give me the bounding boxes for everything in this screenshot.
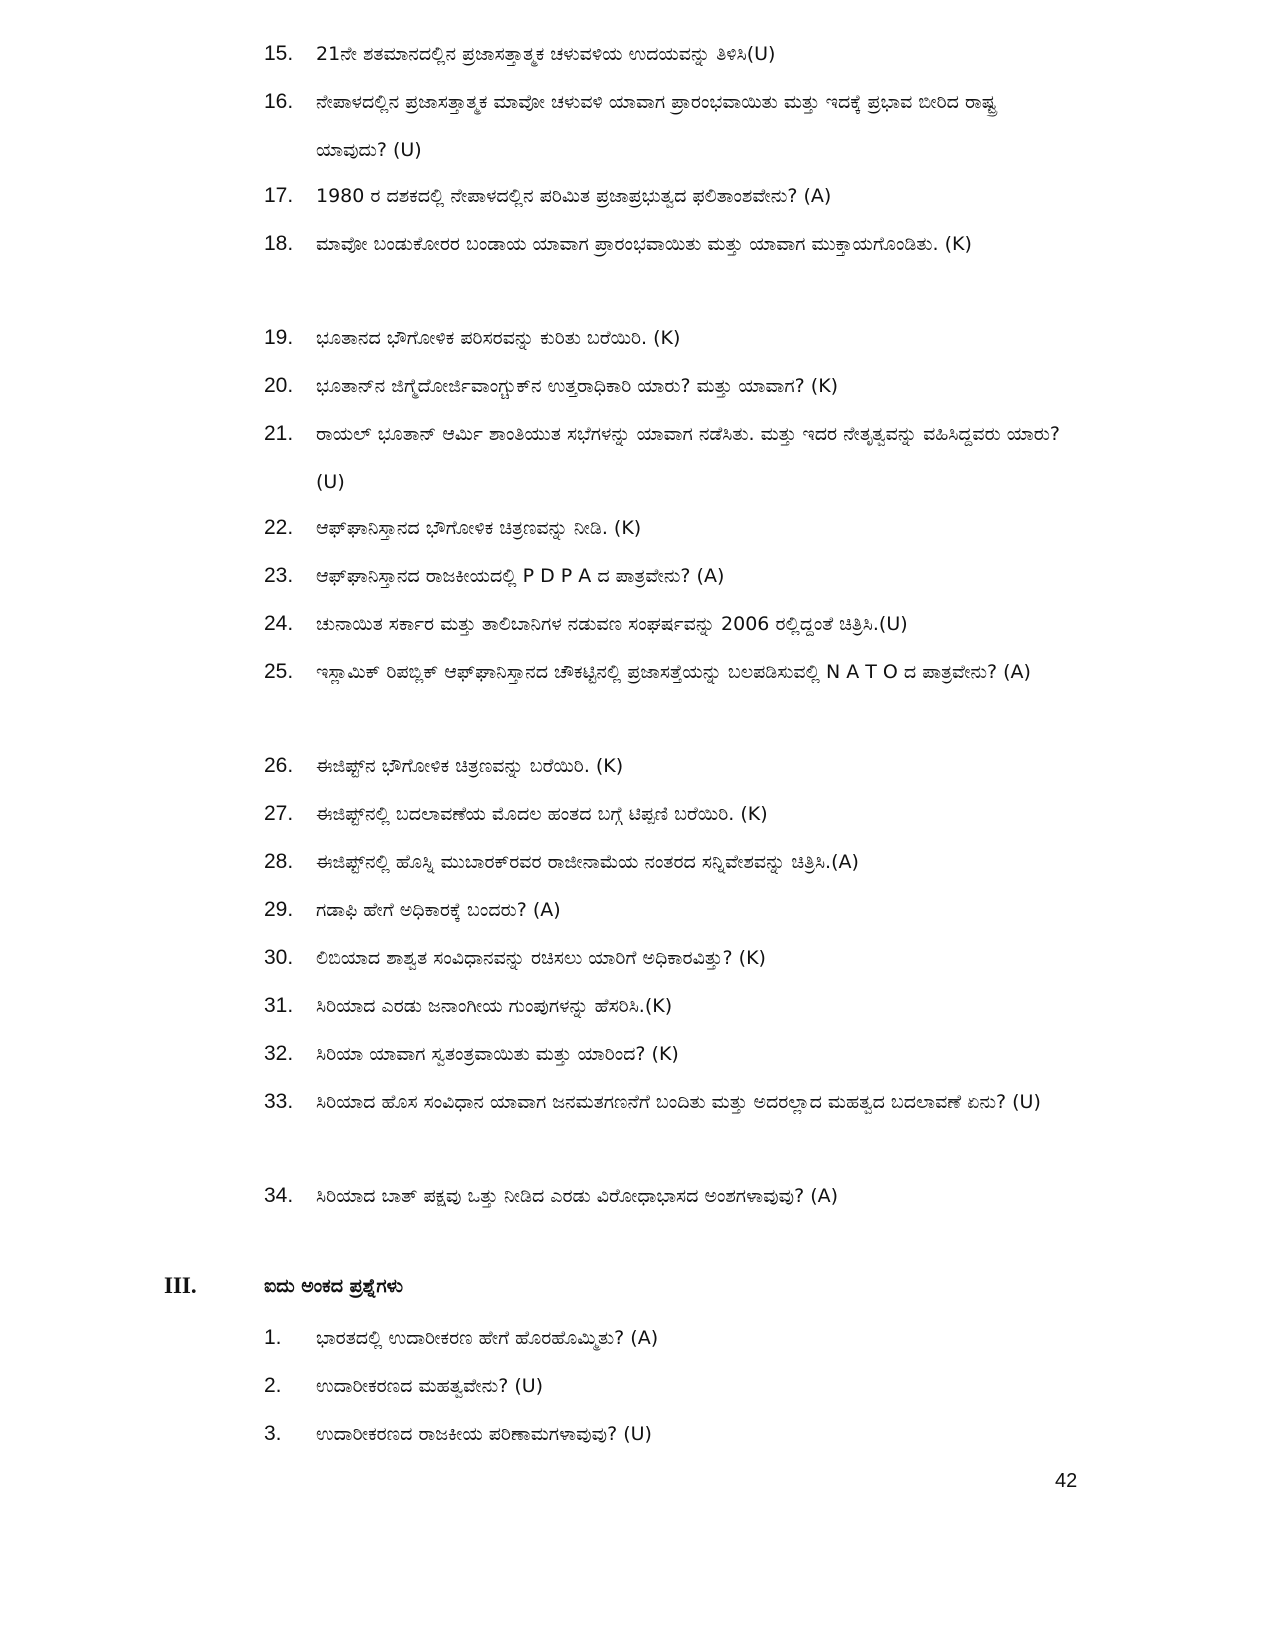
question-32: [264, 1030, 1064, 1078]
question-24: [264, 600, 1064, 648]
question-number: 24.: [264, 612, 294, 635]
question-number: 18.: [264, 232, 294, 255]
five-mark-question-3: [264, 1410, 1064, 1458]
question-22: [264, 504, 1064, 552]
section-number: III.: [164, 1273, 197, 1298]
question-text: ಉದಾರೀಕರಣದ ರಾಜಕೀಯ ಪರಿಣಾಮಗಳಾವುವು? (U): [316, 1423, 652, 1445]
question-number: 28.: [264, 850, 294, 873]
question-text: ಇಸ್ಲಾಮಿಕ್ ರಿಪಬ್ಲಿಕ್ ಆಫ್‌ಘಾನಿಸ್ತಾನದ ಚೌಕಟ್ಟಿನಲ್ಲಿ ಪ್ರಜಾಸತ್ತೆಯನ್ನು ಬಲಪಡಿಸುವಲ್ಲಿ N A T O ದ ಪಾತ್ರವೇನು? (A): [316, 661, 1031, 683]
question-16: [264, 78, 1064, 174]
question-31: [264, 982, 1064, 1030]
question-number: 19.: [264, 326, 294, 349]
question-number: 20.: [264, 374, 294, 397]
question-text: ಆಫ್‌ಘಾನಿಸ್ತಾನದ ರಾಜಕೀಯದಲ್ಲಿ P D P A ದ ಪಾತ್ರವೇನು? (A): [316, 565, 725, 587]
question-28: [264, 838, 1064, 886]
question-text: ಭೂತಾನ್‌ನ ಜಿಗ್ಮೆದೋರ್ಜಿವಾಂಗ್ಚುಕ್‌ನ ಉತ್ತರಾಧಿಕಾರಿ ಯಾರು? ಮತ್ತು ಯಾವಾಗ? (K): [316, 375, 839, 397]
question-text: ಲಿಬಿಯಾದ ಶಾಶ್ವತ ಸಂವಿಧಾನವನ್ನು ರಚಿಸಲು ಯಾರಿಗೆ ಅಧಿಕಾರವಿತ್ತು? (K): [316, 947, 766, 969]
question-text: 1980 ರ ದಶಕದಲ್ಲಿ ನೇಪಾಳದಲ್ಲಿನ ಪರಿಮಿತ ಪ್ರಜಾಪ್ರಭುತ್ವದ ಫಲಿತಾಂಶವೇನು? (A): [316, 185, 832, 207]
question-text: ಸಿರಿಯಾದ ಎರಡು ಜನಾಂಗೀಯ ಗುಂಪುಗಳನ್ನು ಹೆಸರಿಸಿ.(K): [316, 995, 673, 1017]
question-18: [264, 220, 1064, 268]
five-mark-question-2: [264, 1362, 1064, 1410]
question-34: [264, 1172, 1064, 1220]
question-number: 26.: [264, 754, 294, 777]
question-15: [264, 30, 1064, 78]
question-21: [264, 410, 1064, 506]
question-17: [264, 172, 1064, 220]
question-26: [264, 742, 1064, 790]
section-title: ಐದು ಅಂಕದ ಪ್ರಶ್ನೆಗಳು: [264, 1275, 403, 1297]
question-20: [264, 362, 1064, 410]
question-number: 23.: [264, 564, 294, 587]
question-text: ಈಜಿಪ್ಟ್‌ನಲ್ಲಿ ಹೊಸ್ನಿ ಮುಬಾರಕ್‌ರವರ ರಾಜೀನಾಮೆಯ ನಂತರದ ಸನ್ನಿವೇಶವನ್ನು ಚಿತ್ರಿಸಿ.(A): [316, 851, 859, 873]
question-number: 25.: [264, 660, 294, 683]
question-number: 16.: [264, 90, 294, 113]
question-text: ಉದಾರೀಕರಣದ ಮಹತ್ವವೇನು? (U): [316, 1375, 544, 1397]
question-number: 1.: [264, 1326, 282, 1349]
question-number: 22.: [264, 516, 294, 539]
question-29: [264, 886, 1064, 934]
question-number: 29.: [264, 898, 294, 921]
question-number: 32.: [264, 1042, 294, 1065]
question-number: 21.: [264, 422, 294, 445]
question-text: 21ನೇ ಶತಮಾನದಲ್ಲಿನ ಪ್ರಜಾಸತ್ತಾತ್ಮಕ ಚಳುವಳಿಯ ಉದಯವನ್ನು ತಿಳಿಸಿ(U): [316, 43, 776, 65]
question-text: ರಾಯಲ್ ಭೂತಾನ್ ಆರ್ಮಿ ಶಾಂತಿಯುತ ಸಭೆಗಳನ್ನು ಯಾವಾಗ ನಡೆಸಿತು. ಮತ್ತು ಇದರ ನೇತೃತ್ವವನ್ನು ವಹಿಸಿದ್ದವರು ಯಾರು? (U): [316, 423, 1060, 493]
question-text: ಭಾರತದಲ್ಲಿ ಉದಾರೀಕರಣ ಹೇಗೆ ಹೊರಹೊಮ್ಮಿತು? (A): [316, 1327, 659, 1349]
question-text: ಗಡಾಫಿ ಹೇಗೆ ಅಧಿಕಾರಕ್ಕೆ ಬಂದರು? (A): [316, 899, 561, 921]
question-text: ಸಿರಿಯಾ ಯಾವಾಗ ಸ್ವತಂತ್ರವಾಯಿತು ಮತ್ತು ಯಾರಿಂದ? (K): [316, 1043, 679, 1065]
question-number: 34.: [264, 1184, 294, 1207]
question-number: 15.: [264, 42, 294, 65]
question-number: 3.: [264, 1422, 282, 1445]
question-number: 31.: [264, 994, 294, 1017]
question-27: [264, 790, 1064, 838]
question-30: [264, 934, 1064, 982]
question-text: ಸಿರಿಯಾದ ಬಾತ್ ಪಕ್ಷವು ಒತ್ತು ನೀಡಿದ ಎರಡು ವಿರೋಧಾಭಾಸದ ಅಂಶಗಳಾವುವು? (A): [316, 1185, 839, 1207]
question-text: ಈಜಿಪ್ಟ್‌ನ ಭೌಗೋಳಿಕ ಚಿತ್ರಣವನ್ನು ಬರೆಯಿರಿ. (K): [316, 755, 624, 777]
question-19: [264, 314, 1064, 362]
question-text: ಮಾವೋ ಬಂಡುಕೋರರ ಬಂಡಾಯ ಯಾವಾಗ ಪ್ರಾರಂಭವಾಯಿತು ಮತ್ತು ಯಾವಾಗ ಮುಕ್ತಾಯಗೊಂಡಿತು. (K): [316, 233, 972, 255]
question-text: ಆಫ್‌ಘಾನಿಸ್ತಾನದ ಭೌಗೋಳಿಕ ಚಿತ್ರಣವನ್ನು ನೀಡಿ. (K): [316, 517, 642, 539]
question-number: 27.: [264, 802, 294, 825]
question-23: [264, 552, 1064, 600]
question-text: ಭೂತಾನದ ಭೌಗೋಳಿಕ ಪರಿಸರವನ್ನು ಕುರಿತು ಬರೆಯಿರಿ. (K): [316, 327, 681, 349]
question-25: [264, 648, 1064, 696]
five-mark-question-1: [264, 1314, 1064, 1362]
question-number: 30.: [264, 946, 294, 969]
question-text: ಚುನಾಯಿತ ಸರ್ಕಾರ ಮತ್ತು ತಾಲಿಬಾನಿಗಳ ನಡುವಣ ಸಂಘರ್ಷವನ್ನು 2006 ರಲ್ಲಿದ್ದಂತೆ ಚಿತ್ರಿಸಿ.(U): [316, 613, 908, 635]
question-text: ಈಜಿಪ್ಟ್‌ನಲ್ಲಿ ಬದಲಾವಣೆಯ ಮೊದಲ ಹಂತದ ಬಗ್ಗೆ ಟಿಪ್ಪಣಿ ಬರೆಯಿರಿ. (K): [316, 803, 768, 825]
question-number: 33.: [264, 1090, 294, 1113]
question-number: 17.: [264, 184, 294, 207]
page-number: 42: [1055, 1470, 1078, 1492]
question-text: ಸಿರಿಯಾದ ಹೊಸ ಸಂವಿಧಾನ ಯಾವಾಗ ಜನಮತಗಣನೆಗೆ ಬಂದಿತು ಮತ್ತು ಅದರಲ್ಲಾದ ಮಹತ್ವದ ಬದಲಾವಣೆ ಏನು? (U): [316, 1091, 1041, 1113]
question-number: 2.: [264, 1374, 282, 1397]
question-33: [264, 1078, 1064, 1126]
question-text: ನೇಪಾಳದಲ್ಲಿನ ಪ್ರಜಾಸತ್ತಾತ್ಮಕ ಮಾವೋ ಚಳುವಳಿ ಯಾವಾಗ ಪ್ರಾರಂಭವಾಯಿತು ಮತ್ತು ಇದಕ್ಕೆ ಪ್ರಭಾವ ಬೀರಿದ ರಾಷ್ಟ್ರ ಯಾವುದು? (U): [316, 91, 997, 161]
